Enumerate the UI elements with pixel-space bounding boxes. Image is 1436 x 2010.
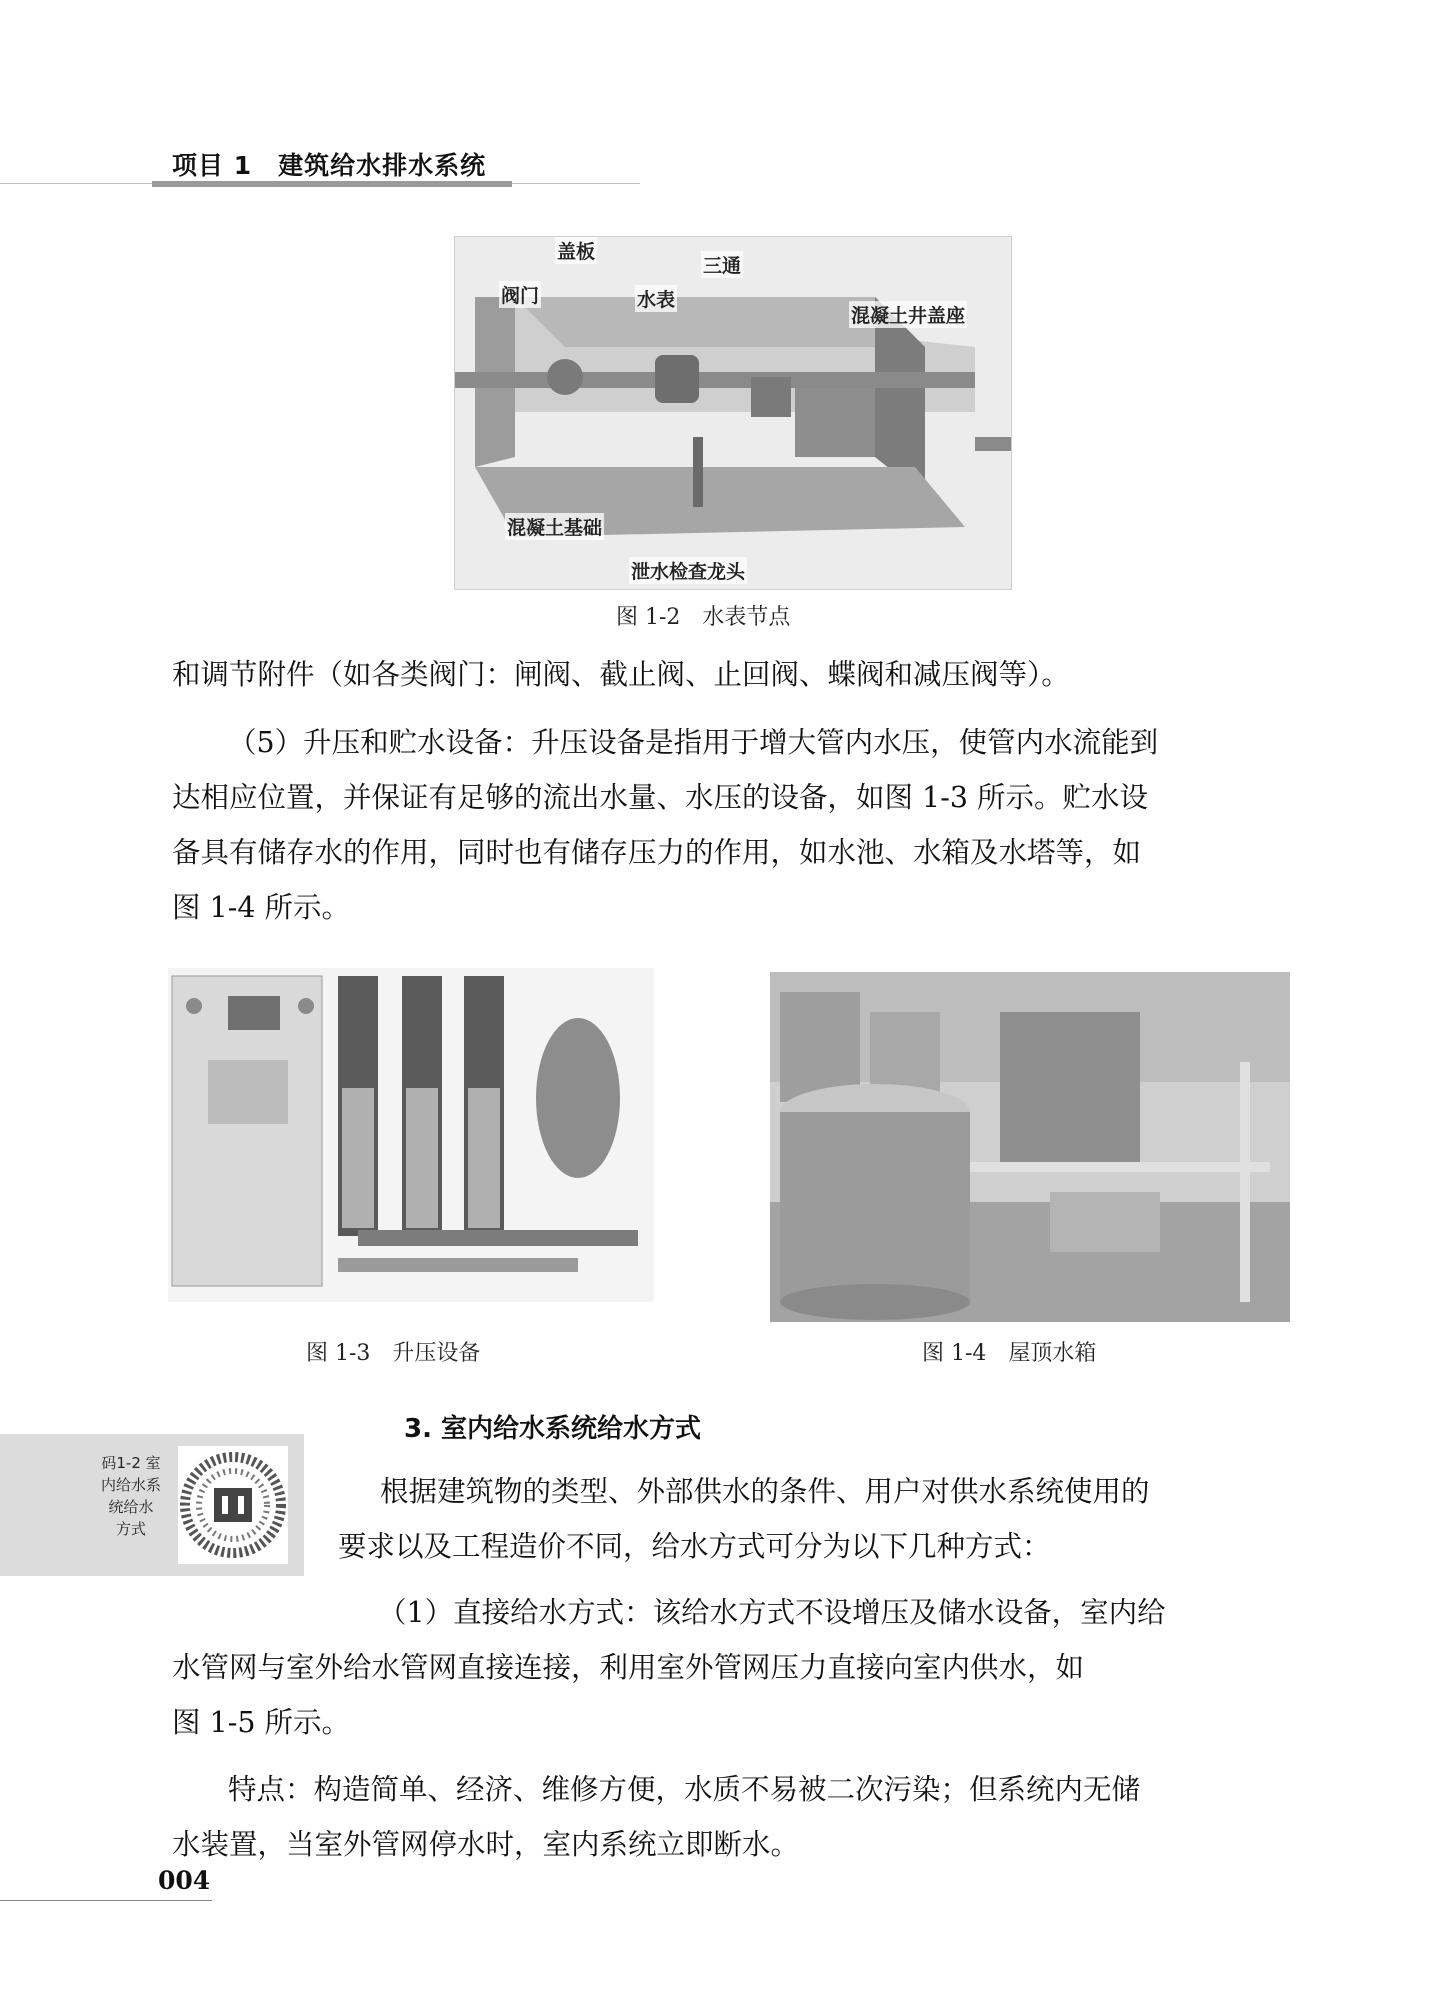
paragraph-line: 图 1-4 所示。	[172, 891, 351, 924]
paragraph-line: 图 1-5 所示。	[172, 1706, 351, 1739]
label-tee: 三通	[701, 251, 743, 278]
figure-caption-1-2: 图 1-2 水表节点	[616, 605, 791, 630]
paragraph-line: （5）升压和贮水设备：升压设备是指用于增大管内水压，使管内水流能到	[228, 726, 1159, 759]
label-tap: 泄水检查龙头	[629, 557, 747, 584]
paragraph-line: 水装置，当室外管网停水时，室内系统立即断水。	[172, 1828, 800, 1861]
paragraph-line: （1）直接给水方式：该给水方式不设增压及储水设备，室内给	[378, 1596, 1166, 1629]
page-number: 004	[158, 1866, 211, 1895]
figure-booster-equipment	[168, 968, 654, 1302]
figure-water-meter-node	[454, 236, 1012, 590]
paragraph-line: 特点：构造简单、经济、维修方便，水质不易被二次污染；但系统内无储	[228, 1773, 1141, 1806]
qr-label-line: 码1-2 室	[101, 1454, 161, 1472]
qr-label	[84, 1452, 178, 1540]
figure-rooftop-water-tank	[770, 972, 1290, 1322]
label-cover: 盖板	[555, 237, 597, 264]
paragraph-line: 水管网与室外给水管网直接连接，利用室外管网压力直接向室内供水，如	[172, 1651, 1085, 1684]
booster-equipment-photo	[168, 968, 654, 1302]
qr-code-icon[interactable]	[178, 1446, 288, 1564]
qr-label-line: 方式	[115, 1520, 146, 1538]
section-title: 3. 室内给水系统给水方式	[404, 1414, 702, 1444]
running-header: 项目 1 建筑给水排水系统	[172, 151, 487, 180]
label-meter: 水表	[635, 285, 677, 312]
label-base: 混凝土基础	[505, 513, 604, 540]
qr-code-graphic	[178, 1446, 288, 1564]
paragraph-line: 要求以及工程造价不同，给水方式可分为以下几种方式：	[338, 1530, 1051, 1563]
qr-label-line: 统给水	[108, 1498, 154, 1516]
paragraph-line: 达相应位置，并保证有足够的流出水量、水压的设备，如图 1-3 所示。贮水设	[172, 781, 1149, 814]
label-seat: 混凝土井盖座	[849, 301, 967, 328]
footer-rule	[0, 1900, 212, 1901]
paragraph-line: 根据建筑物的类型、外部供水的条件、用户对供水系统使用的	[380, 1475, 1150, 1508]
header-rule-accent	[152, 181, 512, 187]
figure-caption-1-3: 图 1-3 升压设备	[306, 1341, 481, 1366]
rooftop-water-tank-photo	[770, 972, 1290, 1322]
paragraph-line: 备具有储存水的作用，同时也有储存压力的作用，如水池、水箱及水塔等，如	[172, 836, 1142, 869]
qr-label-line: 内给水系	[100, 1476, 161, 1494]
label-valve: 阀门	[499, 281, 541, 308]
paragraph-line: 和调节附件（如各类阀门：闸阀、截止阀、止回阀、蝶阀和减压阀等）。	[172, 658, 1070, 691]
figure-caption-1-4: 图 1-4 屋顶水箱	[922, 1341, 1097, 1366]
